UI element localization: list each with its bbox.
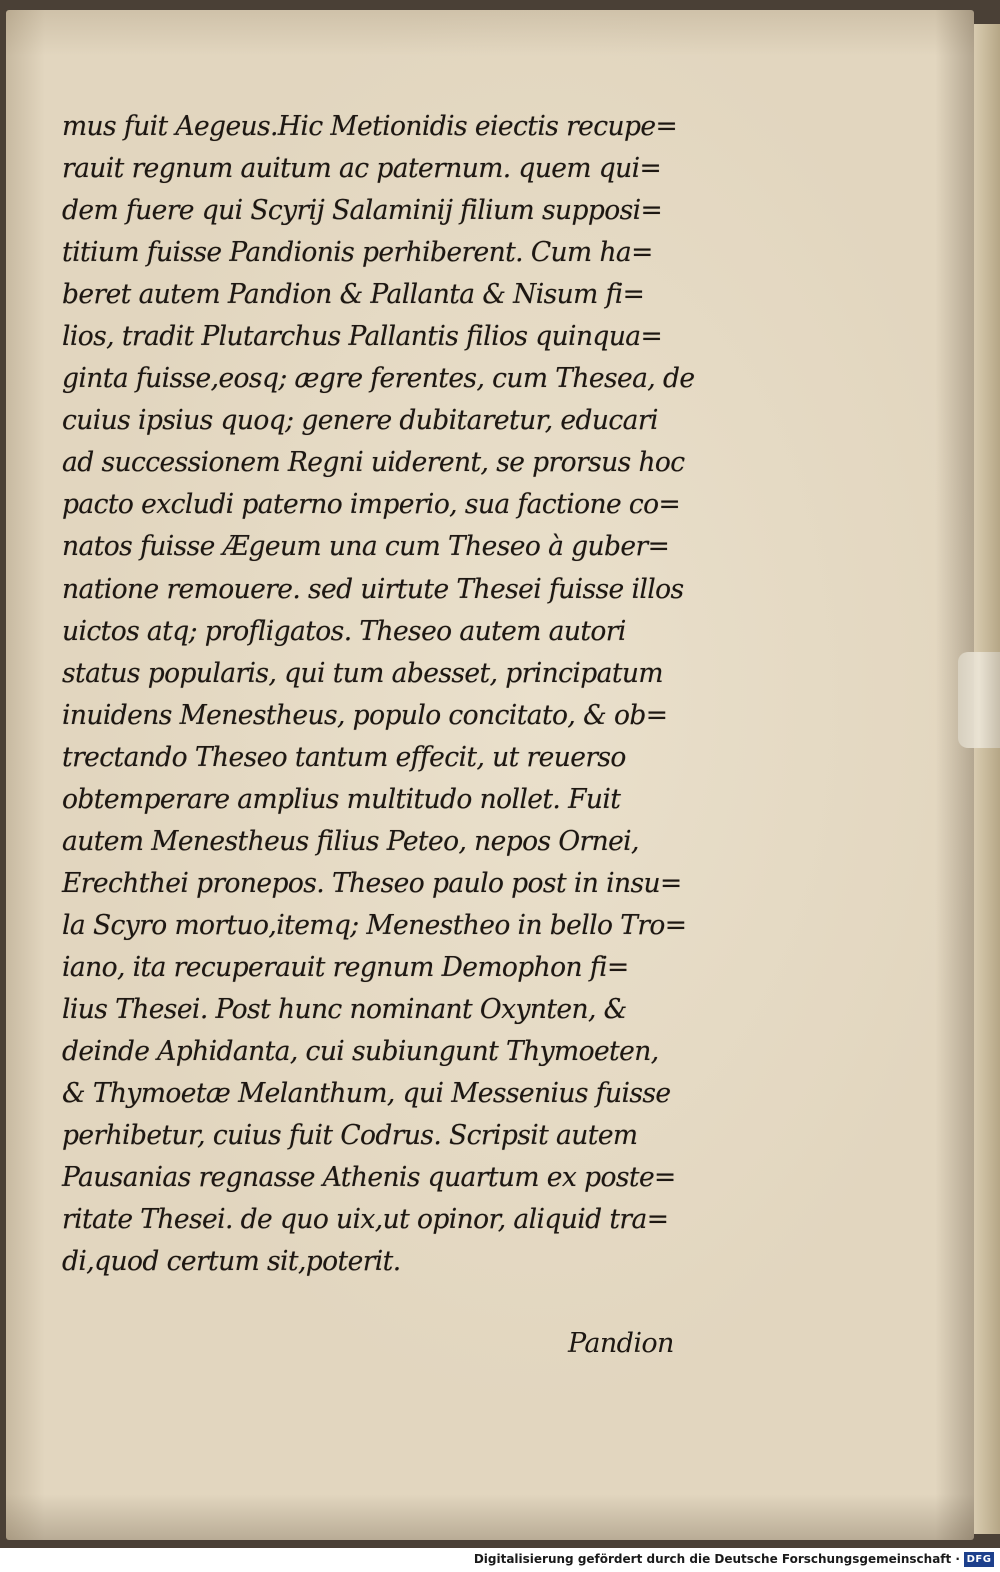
text-line: Erechthei pronepos. Theseo paulo post in insu= <box>62 867 682 899</box>
text-line: ritate Thesei. de quo uix,ut opinor, aliquid tra= <box>62 1204 669 1236</box>
edge-tab-marker <box>958 652 1000 748</box>
text-line: beret autem Pandion & Pallanta & Nisum fi= <box>62 279 645 311</box>
text-line: ad successionem Regni uiderent, se prorsus hoc <box>62 447 685 479</box>
text-line: natione remouere. sed uirtute Thesei fuisse illos <box>62 573 684 605</box>
text-line: uictos atq; profligatos. Theseo autem autori <box>62 615 626 647</box>
text-line: di,quod certum sit,poterit. <box>62 1246 401 1278</box>
catchword: Pandion <box>568 1328 674 1359</box>
text-line: autem Menestheus filius Peteo, nepos Ornei, <box>62 825 639 857</box>
text-line: natos fuisse Ægeum una cum Theseo à guber= <box>62 531 670 563</box>
text-line: trectando Theseo tantum effecit, ut reuerso <box>62 741 626 773</box>
text-line: lius Thesei. Post hunc nominant Oxynten, & <box>62 993 627 1025</box>
text-line: Pausanias regnasse Athenis quartum ex poste= <box>62 1162 676 1194</box>
text-line: inuidens Menestheus, populo concitato, & ob= <box>62 699 668 731</box>
text-line: deinde Aphidanta, cui subiungunt Thymoeten, <box>62 1036 659 1068</box>
page-edge-stack <box>974 24 1000 1534</box>
text-line: ginta fuisse,eosq; ægre ferentes, cum Thesea, de <box>62 363 695 395</box>
text-line: la Scyro mortuo,itemq; Menestheo in bello Tro= <box>62 909 687 941</box>
text-line: cuius ipsius quoq; genere dubitaretur, educari <box>62 405 658 437</box>
text-line: perhibetur, cuius fuit Codrus. Scripsit autem <box>62 1120 638 1152</box>
text-line: rauit regnum auitum ac paternum. quem qui= <box>62 153 662 185</box>
text-line: obtemperare amplius multitudo nollet. Fuit <box>62 783 621 815</box>
text-line: dem fuere qui Scyrij Salaminij filium supposi= <box>62 195 663 227</box>
funding-attribution: Digitalisierung gefördert durch die Deutsche Forschungsgemeinschaft · <box>473 1552 960 1566</box>
text-line: status popularis, qui tum abesset, principatum <box>62 657 663 689</box>
text-line: titium fuisse Pandionis perhiberent. Cum ha= <box>62 237 653 269</box>
digitization-footer <box>0 1548 1000 1572</box>
dfg-logo-icon: DFG <box>964 1552 994 1567</box>
page-text-body <box>62 106 722 1283</box>
text-line: & Thymoetæ Melanthum, qui Messenius fuisse <box>62 1078 671 1110</box>
text-line: iano, ita recuperauit regnum Demophon fi= <box>62 951 629 983</box>
text-line: pacto excludi paterno imperio, sua factione co= <box>62 489 681 521</box>
text-line: mus fuit Aegeus.Hic Metionidis eiectis recupe= <box>62 111 678 142</box>
text-line: lios, tradit Plutarchus Pallantis filios quinqua= <box>62 321 663 353</box>
